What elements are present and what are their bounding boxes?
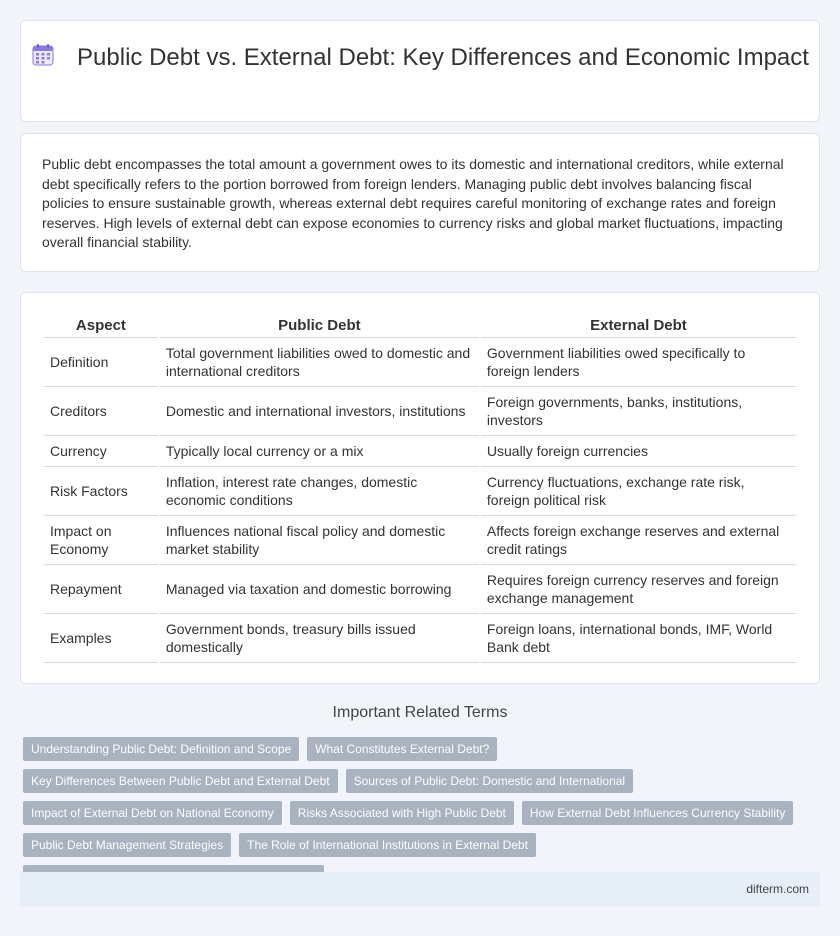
cell-external-debt: Requires foreign currency reserves and foreign exchange management bbox=[481, 565, 796, 614]
cell-external-debt: Currency fluctuations, exchange rate risk, foreign political risk bbox=[481, 467, 796, 516]
page-title-wrap bbox=[21, 43, 819, 72]
cell-aspect: Impact on Economy bbox=[44, 516, 158, 565]
table-header-row bbox=[44, 315, 796, 338]
cell-public-debt: Total government liabilities owed to domestic and international creditors bbox=[160, 338, 479, 387]
related-term-link[interactable]: Impact of External Debt on National Economy bbox=[23, 801, 282, 825]
related-term-link[interactable]: How External Debt Influences Currency Stability bbox=[522, 801, 793, 825]
header-external-debt: External Debt bbox=[481, 315, 796, 338]
related-term-link[interactable]: What Constitutes External Debt? bbox=[307, 737, 497, 761]
cell-public-debt: Managed via taxation and domestic borrowing bbox=[160, 565, 479, 614]
cell-aspect: Examples bbox=[44, 614, 158, 663]
table-row bbox=[44, 387, 796, 436]
cell-public-debt: Typically local currency or a mix bbox=[160, 436, 479, 467]
header-public-debt: Public Debt bbox=[160, 315, 479, 338]
cell-aspect: Creditors bbox=[44, 387, 158, 436]
table-row bbox=[44, 338, 796, 387]
comparison-table bbox=[42, 315, 798, 663]
cell-aspect: Risk Factors bbox=[44, 467, 158, 516]
title-card bbox=[20, 20, 820, 122]
cell-aspect: Repayment bbox=[44, 565, 158, 614]
related-term-link[interactable]: Sources of Public Debt: Domestic and International bbox=[346, 769, 633, 793]
cell-aspect: Definition bbox=[44, 338, 158, 387]
table-row bbox=[44, 516, 796, 565]
calendar-icon bbox=[31, 43, 55, 67]
cell-public-debt: Government bonds, treasury bills issued domestically bbox=[160, 614, 479, 663]
footer bbox=[20, 872, 820, 906]
related-term-link[interactable]: Risks Associated with High Public Debt bbox=[290, 801, 514, 825]
page-title: Public Debt vs. External Debt: Key Differences and Economic Impact bbox=[77, 44, 809, 71]
related-term-link[interactable]: Understanding Public Debt: Definition and Scope bbox=[23, 737, 299, 761]
table-row bbox=[44, 436, 796, 467]
related-terms-heading: Important Related Terms bbox=[332, 704, 508, 721]
cell-aspect: Currency bbox=[44, 436, 158, 467]
cell-public-debt: Inflation, interest rate changes, domestic economic conditions bbox=[160, 467, 479, 516]
comparison-table-card bbox=[20, 292, 820, 684]
cell-external-debt: Government liabilities owed specifically to foreign lenders bbox=[481, 338, 796, 387]
table-row bbox=[44, 467, 796, 516]
header-aspect: Aspect bbox=[44, 315, 158, 338]
cell-external-debt: Foreign governments, banks, institutions, investors bbox=[481, 387, 796, 436]
related-term-link[interactable]: The Role of International Institutions in External Debt bbox=[239, 833, 536, 857]
table-row bbox=[44, 565, 796, 614]
cell-public-debt: Domestic and international investors, institutions bbox=[160, 387, 479, 436]
cell-external-debt: Usually foreign currencies bbox=[481, 436, 796, 467]
related-term-link[interactable]: Key Differences Between Public Debt and External Debt bbox=[23, 769, 338, 793]
table-row bbox=[44, 614, 796, 663]
footer-site-link[interactable]: difterm.com bbox=[746, 882, 809, 896]
intro-card bbox=[20, 133, 820, 272]
intro-paragraph: Public debt encompasses the total amount a government owes to its domestic and international creditors, while external debt specifically refers to the portion borrowed from foreign lenders. Managing public debt involves balancing fiscal policies to ensure sustainable growth, whereas external debt requires careful monitoring of exchange rates and foreign reserves. High levels of external debt can expose economies to currency risks and global market fluctuations, impacting overall financial stability. bbox=[42, 156, 784, 250]
cell-external-debt: Foreign loans, international bonds, IMF, World Bank debt bbox=[481, 614, 796, 663]
cell-public-debt: Influences national fiscal policy and domestic market stability bbox=[160, 516, 479, 565]
cell-external-debt: Affects foreign exchange reserves and external credit ratings bbox=[481, 516, 796, 565]
related-term-link[interactable]: Public Debt Management Strategies bbox=[23, 833, 231, 857]
